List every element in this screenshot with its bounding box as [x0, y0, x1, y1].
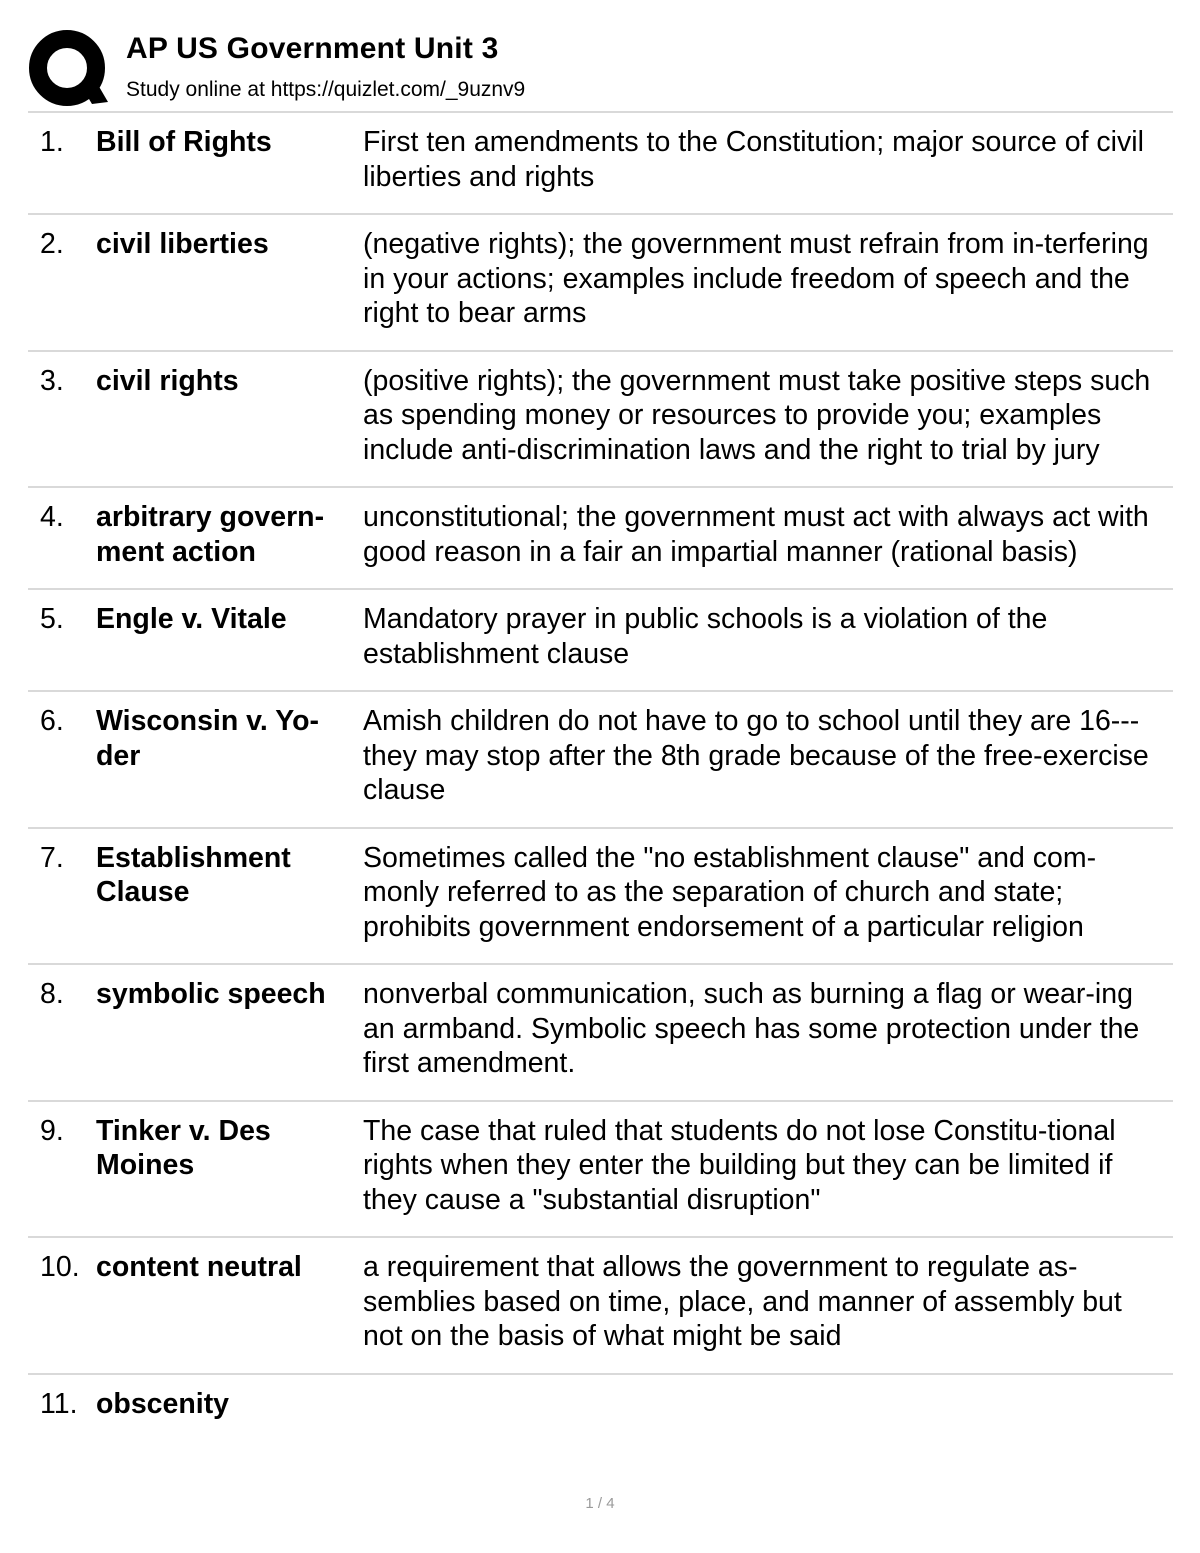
term-number: 10. [40, 1251, 80, 1283]
term-row [28, 486, 1173, 588]
page-number: 1 / 4 [585, 1495, 615, 1512]
term-name: obscenity [96, 1387, 230, 1420]
term-name: content neutral [96, 1251, 302, 1283]
term-row [28, 1236, 1173, 1373]
term-number: 7. [40, 841, 64, 874]
term-name: Tinker v. Des Moines [96, 1114, 271, 1181]
term-definition: a requirement that allows the government to regulate as-semblies based on time, place, and manner of assembly but not on the basis of what might be said [363, 1251, 1122, 1352]
term-definition: (negative rights); the government must refrain from in-terfering in your actions; examples include freedom of speech and the right to bear arms [363, 228, 1149, 329]
term-number: 1. [40, 126, 64, 158]
term-definition: unconstitutional; the government must act with always act with good reason in a fair an impartial manner (rational basis) [363, 501, 1149, 568]
quizlet-logo-icon [28, 28, 108, 108]
study-online-link: Study online at https://quizlet.com/_9uznv9 [126, 78, 526, 101]
term-name: civil liberties [96, 228, 269, 260]
term-row [28, 1373, 1173, 1422]
term-name: Bill of Rights [96, 126, 272, 158]
term-number: 4. [40, 501, 64, 533]
term-row [28, 111, 1173, 213]
term-row [28, 690, 1173, 827]
term-name: civil rights [96, 364, 239, 397]
term-number: 9. [40, 1114, 64, 1147]
term-row [28, 213, 1173, 350]
term-definition: nonverbal communication, such as burning a flag or wear-ing an armband. Symbolic speech has some protection under the first amendment. [363, 978, 1140, 1079]
term-name: Engle v. Vitale [96, 603, 287, 635]
term-number: 3. [40, 364, 64, 397]
term-definition: Mandatory prayer in public schools is a violation of the establishment clause [363, 603, 1048, 670]
term-row [28, 588, 1173, 690]
term-definition: Amish children do not have to go to school until they are 16---they may stop after the 8th grade because of the free-exercise clause [363, 705, 1149, 806]
page-title: AP US Government Unit 3 [126, 32, 499, 65]
term-number: 5. [40, 603, 64, 635]
term-definition [363, 1387, 1173, 1422]
term-name: Wisconsin v. Yo-der [96, 705, 320, 772]
term-row [28, 1100, 1173, 1237]
term-row [28, 350, 1173, 487]
term-row [28, 827, 1173, 964]
term-number: 2. [40, 228, 64, 260]
term-definition: The case that ruled that students do not lose Constitu-tional rights when they enter the building but they can be limited if they cause a "substantial disruption" [363, 1114, 1116, 1216]
term-definition: First ten amendments to the Constitution; major source of civil liberties and rights [363, 126, 1144, 193]
term-name: symbolic speech [96, 978, 326, 1010]
term-list [28, 111, 1173, 1421]
term-row [28, 963, 1173, 1100]
term-definition: Sometimes called the "no establishment clause" and com-monly referred to as the separation of church and state; prohibits government endorsement of a particular religion [363, 841, 1097, 943]
term-definition: (positive rights); the government must take positive steps such as spending money or resources to provide you; examples include anti-discrimination laws and the right to trial by jury [363, 364, 1151, 466]
term-name: arbitrary govern-ment action [96, 501, 325, 568]
term-name: Establishment Clause [96, 841, 291, 908]
term-number: 8. [40, 978, 64, 1010]
term-number: 11. [40, 1387, 78, 1420]
term-number: 6. [40, 705, 64, 737]
